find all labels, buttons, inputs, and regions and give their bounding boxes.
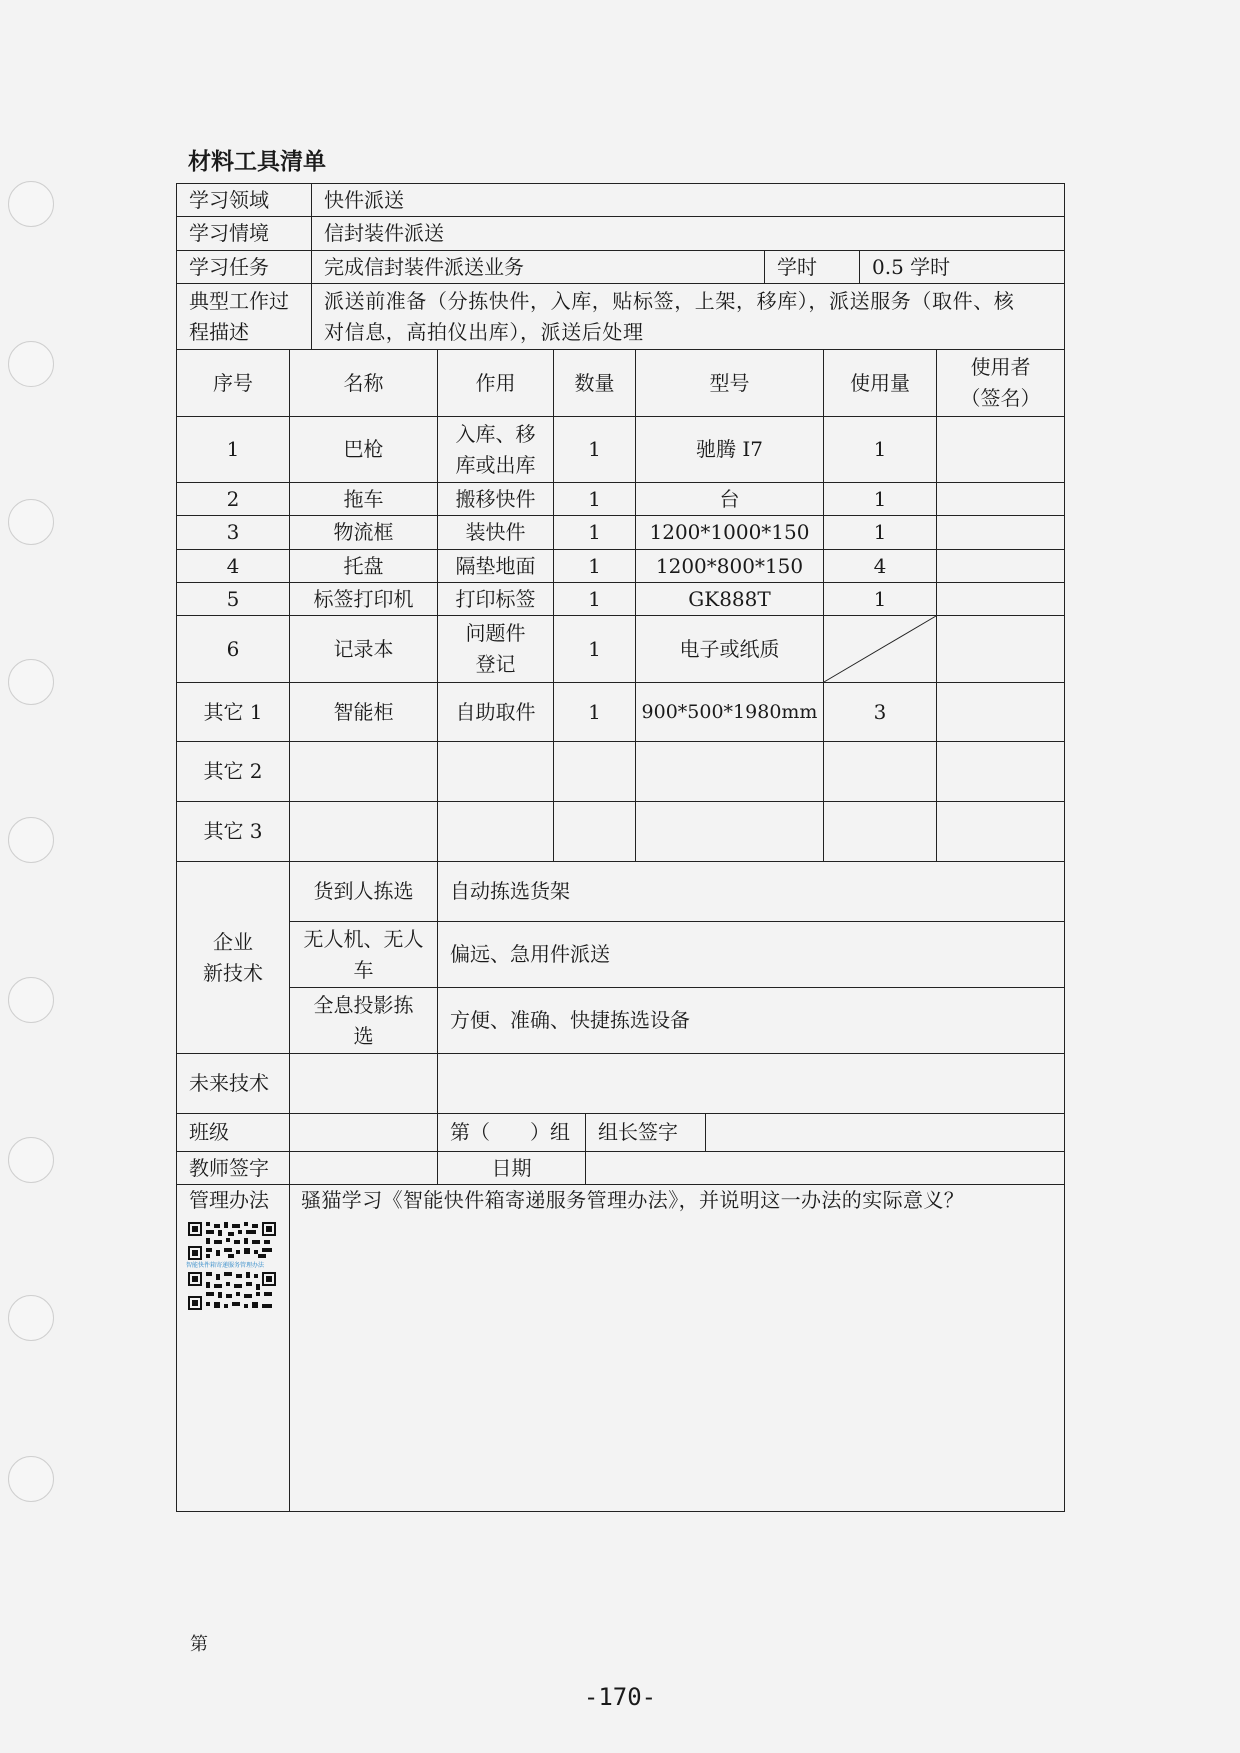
row-2-no: 2 [226, 486, 240, 511]
row-5-name: 标签打印机 [313, 586, 414, 611]
footer-left-text: 第 [190, 1634, 208, 1655]
row-5-no: 5 [226, 586, 240, 611]
row-3-no: 3 [226, 520, 240, 544]
row-6-use: 问题件 登记 [465, 621, 526, 676]
row-other-1-qty: 1 [588, 699, 601, 724]
row-4-name: 托盘 [343, 553, 384, 578]
row-other-1-signature[interactable] [937, 683, 1064, 741]
teacher-signature-label: 教师签字 [189, 1155, 269, 1180]
row-1-name: 巴枪 [343, 437, 384, 461]
row-6-signature[interactable] [937, 616, 1064, 682]
enterprise-item-1-name: 货到人拣选 [313, 879, 414, 903]
future-tech-name-field[interactable] [290, 1054, 437, 1113]
row-1-qty: 1 [588, 437, 601, 461]
enterprise-item-3-desc: 方便、准确、快捷拣选设备 [450, 1008, 690, 1032]
qr-caption: 智能快件箱寄递服务管理办法 [186, 1261, 278, 1270]
future-tech-desc-field[interactable] [438, 1054, 1064, 1113]
row-3-name: 物流框 [333, 520, 394, 544]
situation-label: 学习情境 [189, 221, 269, 245]
header-user-signature: 使用者 （签名） [960, 355, 1041, 410]
row-other-2-no: 其它 2 [203, 759, 263, 783]
row-5-use: 打印标签 [455, 586, 536, 611]
row-5-usage: 1 [873, 586, 887, 611]
row-6-name: 记录本 [333, 636, 394, 661]
header-model: 型号 [709, 370, 750, 395]
header-name: 名称 [343, 370, 384, 395]
row-other-1-usage: 3 [873, 699, 887, 724]
row-other-3-no: 其它 3 [203, 819, 263, 843]
situation-value: 信封装件派送 [324, 221, 444, 245]
class-label: 班级 [189, 1120, 229, 1144]
hours-label: 学时 [777, 254, 817, 279]
header-usage: 使用量 [850, 370, 910, 395]
row-6-qty: 1 [588, 636, 601, 661]
row-1-no: 1 [226, 437, 240, 461]
header-use: 作用 [475, 370, 516, 395]
enterprise-item-2-name: 无人机、无人 车 [303, 926, 424, 982]
row-2-qty: 1 [588, 486, 601, 511]
row-1-usage: 1 [873, 437, 887, 461]
row-6-no: 6 [226, 636, 240, 661]
row-2-usage: 1 [873, 486, 887, 511]
row-3-usage: 1 [873, 520, 887, 544]
page-number: -170- [583, 1683, 657, 1711]
row-3-model: 1200*1000*150 [649, 520, 810, 544]
header-qty: 数量 [574, 370, 615, 395]
future-tech-label: 未来技术 [189, 1071, 269, 1095]
mgmt-answer-area[interactable] [290, 1220, 1064, 1510]
row-other-1-use: 自助取件 [455, 699, 536, 724]
leader-signature-label: 组长签字 [598, 1120, 678, 1144]
row-2-name: 拖车 [343, 486, 384, 511]
diagonal-slash [823, 615, 937, 683]
task-value: 完成信封装件派送业务 [324, 254, 524, 279]
date-label: 日期 [491, 1155, 532, 1180]
header-no: 序号 [213, 370, 253, 395]
hours-value: 0.5 学时 [872, 254, 951, 279]
row-4-model: 1200*800*150 [655, 553, 804, 578]
row-4-use: 隔垫地面 [455, 553, 536, 578]
domain-value: 快件派送 [324, 187, 404, 212]
row-3-use: 装快件 [465, 520, 526, 544]
row-4-no: 4 [226, 553, 240, 578]
class-field[interactable] [290, 1114, 437, 1151]
row-4-qty: 1 [588, 553, 601, 578]
row-other-1-name: 智能柜 [333, 699, 394, 724]
row-other-1-no: 其它 1 [203, 699, 263, 724]
enterprise-item-3-name: 全息投影拣 选 [313, 992, 414, 1048]
enterprise-item-1-desc: 自动拣选货架 [450, 879, 570, 903]
row-1-signature[interactable] [937, 417, 1064, 482]
row-4-signature[interactable] [937, 550, 1064, 582]
mgmt-label: 管理办法 [189, 1188, 269, 1212]
process-label: 典型工作过 程描述 [189, 288, 289, 344]
row-6-model: 电子或纸质 [679, 636, 780, 661]
row-2-model: 台 [719, 486, 740, 511]
date-field[interactable] [586, 1152, 1064, 1184]
row-3-signature[interactable] [937, 516, 1064, 549]
row-other-2-fields[interactable] [290, 742, 1064, 801]
teacher-signature-field[interactable] [290, 1152, 437, 1184]
row-5-signature[interactable] [937, 583, 1064, 615]
process-value: 派送前准备（分拣快件，入库，贴标签，上架，移库），派送服务（取件、核 对信息，高拍仪出库），派送后处理 [324, 288, 1015, 344]
page-title: 材料工具清单 [188, 149, 326, 175]
enterprise-item-2-desc: 偏远、急用件派送 [450, 942, 610, 966]
row-4-usage: 4 [873, 553, 887, 578]
row-5-qty: 1 [588, 586, 601, 611]
task-label: 学习任务 [189, 254, 269, 279]
group-label: 第（ ）组 [450, 1120, 570, 1144]
domain-label: 学习领域 [189, 187, 269, 212]
row-5-model: GK888T [688, 586, 771, 611]
row-2-use: 搬移快件 [455, 486, 536, 511]
row-1-use: 入库、移 库或出库 [455, 421, 536, 477]
row-2-signature[interactable] [937, 483, 1064, 515]
row-other-1-model: 900*500*1980mm [641, 700, 818, 723]
row-other-3-fields[interactable] [290, 802, 1064, 861]
mgmt-question: 骚猫学习《智能快件箱寄递服务管理办法》，并说明这一办法的实际意义？ [301, 1188, 965, 1212]
enterprise-tech-label: 企业 新技术 [203, 929, 263, 985]
row-1-model: 驰腾 I7 [696, 437, 763, 461]
row-3-qty: 1 [588, 520, 601, 544]
leader-signature-field[interactable] [706, 1114, 1064, 1151]
